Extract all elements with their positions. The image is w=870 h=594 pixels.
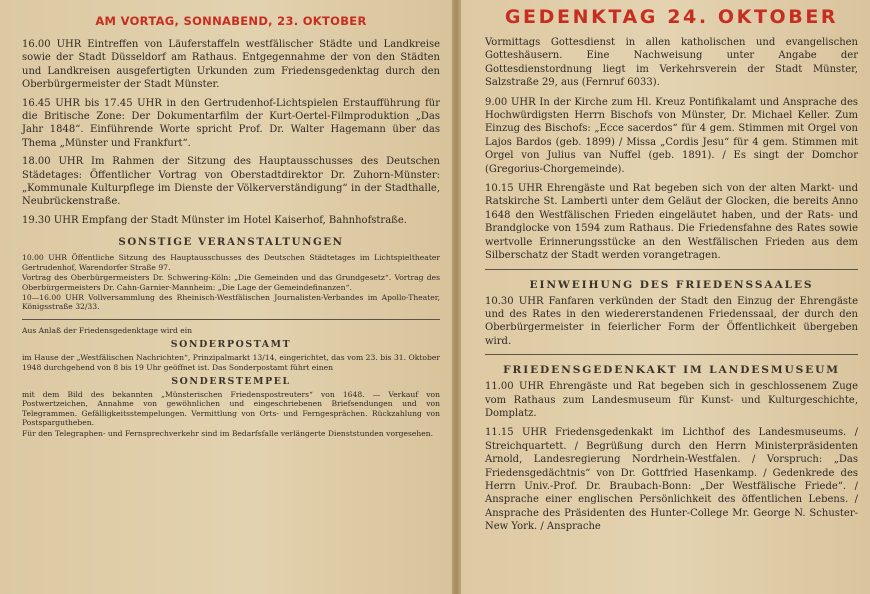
right-paragraph-3: 10.15 UHR Ehrengäste und Rat begeben sich von der alten Markt- und Ratskirche St. Lamberti unter dem Geläut der Glocken, die bereits Anno 1648 den Westfälischen Frieden eingeläutet haben, und der Rats- und Brandglocke von 1594 zum Rathaus. Die Friedensfahne des Rates sowie wertvolle Erinnerungsstücke an den Westfälischen Frieden aus dem Silberschatz der Stadt werden vorangetragen. [485,183,858,262]
divider-rule [22,319,440,320]
left-paragraph-1: 16.00 UHR Eintreffen von Läuferstaffeln westfälischer Städte und Landkreise sowie der Stadt Düsseldorf am Rathaus. Entgegennahme der von den Städten und Landkreisen ausgefertigten Urkunden zum Friedensgedenktag durch den Oberbürgermeister der Stadt Münster. [22,39,440,91]
sonstige-item-3: 10—16.00 UHR Vollversammlung des Rheinisch-Westfälischen Journalisten-Verbandes im Apollo-Theater, Königsstraße 32/33. [22,292,440,312]
right-page [461,0,870,594]
sonstige-item-2: Vortrag des Oberbürgermeisters Dr. Schwering-Köln: „Die Gemeinden und das Grundgesetz“. Vortrag des Oberbürgermeisters Dr. Cahn-Garnier-Mannheim: „Die Lage der Gemeindefinanzen“. [22,273,440,292]
left-paragraph-2: 16.45 UHR bis 17.45 UHR in den Gertrudenhof-Lichtspielen Erstaufführung für die Britische Zone: Der Dokumentarfilm der Kurt-Oertel-Filmproduktion „Das Jahr 1848“. Einführende Worte spricht Prof. Dr. Walter Hagemann über das Thema „Münster und Frankfurt“. [22,97,440,149]
festakt-paragraph-2: 11.15 UHR Friedensgedenkakt im Lichthof des Landesmuseums. / Streichquartett. / Begrüßung durch den Herrn Ministerpräsidenten Arnold, Landesregierung Nordrhein-Westfalen. / Vorspruch: „Das Friedensgedächtnis“ von Dr. Gottfried Hasenkamp. / Gedenkrede des Herrn Univ.-Prof. Dr. Braubach-Bonn: „Der Westfälische Friede“. / Ansprache einer englischen Persönlichkeit des öffentlichen Lebens. / Ansprache des Präsidenten des Hunter-College Mr. George N. Schuster-New York. / Ansprache [485,427,858,533]
left-page-heading: AM VORTAG, SONNABEND, 23. OKTOBER [95,14,367,28]
right-page-heading: GEDENKTAG 24. OKTOBER [504,6,839,28]
postamt-text: im Hause der „Westfälischen Nachrichten“, Prinzipalmarkt 13/14, eingerichtet, das vom 23. bis 31. Oktober 1948 durchgehend von 8 bis 19 Uhr geöffnet ist. Das Sonderpostamt führt einen [22,353,440,372]
stempel-text: mit dem Bild des bekannten „Münsterischen Friedenspostreuters“ von 1648. — Verkauf von Postwertzeichen, Annahme von gewöhnlichen und eingeschriebenen Briefsendungen und von Telegrammen. Gefälligkeitsstempelungen. Vermittlung von Orts- und Ferngesprächen. Rückzahlung von Postspargutheben. [22,389,440,428]
left-paragraph-3: 18.00 UHR Im Rahmen der Sitzung des Hauptausschusses des Deutschen Städetages: Öffentlicher Vortrag von Oberstadtdirektor Dr. Zuhorn-Münster: „Kommunale Kulturpflege im Dienste der Völkerverständigung“ in der Stadthalle, Neubrückenstraße. [22,156,440,208]
left-paragraph-4: 19.30 UHR Empfang der Stadt Münster im Hotel Kaiserhof, Bahnhofstraße. [22,214,407,226]
right-paragraph-2: 9.00 UHR In der Kirche zum Hl. Kreuz Pontifikalamt und Ansprache des Hochwürdigsten Herrn Bischofs von Münster, Dr. Michael Keller. Zum Einzug des Bischofs: „Ecce sacerdos“ für 4 gem. Stimmen mit Orgel von Lajos Bardos (geb. 1899) / Missa „Cordis Jesu“ für 4 gem. Stimmen mit Orgel von Julius van Nuffel (geb. 1891). / Es singt der Domchor (Gregorius-Chorgemeinde). [485,96,858,175]
stempel-text-2: Für den Telegraphen- und Fernsprechverkehr sind im Bedarfsfalle verlängerte Dienststunden vorgesehen. [22,428,434,438]
divider-rule-festakt [485,354,858,355]
divider-rule-einweihung [485,269,858,270]
einweihung-text: 10.30 UHR Fanfaren verkünden der Stadt den Einzug der Ehrengäste und des Rates in den wiedererstandenen Friedenssaal, der durch den Oberbürgermeister in feierlicher Form der Öffentlichkeit übergeben wird. [485,295,858,347]
sonderstempel-heading: SONDERSTEMPEL [171,375,291,387]
einweihung-heading: EINWEIHUNG DES FRIEDENSSAALES [529,278,814,291]
sonstige-item-1: 10.00 UHR Öffentliche Sitzung des Hauptausschusses des Deutschen Städtetages im Lichtspieltheater Gertrudenhof, Warendorfer Straße 97. [22,253,440,272]
festakt-paragraph-1: 11.00 UHR Ehrengäste und Rat begeben sich in geschlossenem Zuge vom Rathaus zum Landesmuseum für Kunst- und Kulturgeschichte, Domplatz. [485,381,858,419]
page-gutter [452,0,461,594]
postamt-intro: Aus Anlaß der Friedensgedenktage wird ein [22,325,193,335]
sonderpostamt-heading: SONDERPOSTAMT [170,339,292,351]
festakt-heading: FRIEDENSGEDENKAKT IM LANDESMUSEUM [503,364,840,377]
sonstige-heading: SONSTIGE VERANSTALTUNGEN [118,236,344,249]
right-paragraph-1: Vormittags Gottesdienst in allen katholischen und evangelischen Gotteshäusern. Eine Nachweisung unter Angabe der Gottesdienstordnung liegt im Verkehrsverein der Stadt Münster, Salzstraße 29, aus (Fernruf 6033). [485,37,858,89]
